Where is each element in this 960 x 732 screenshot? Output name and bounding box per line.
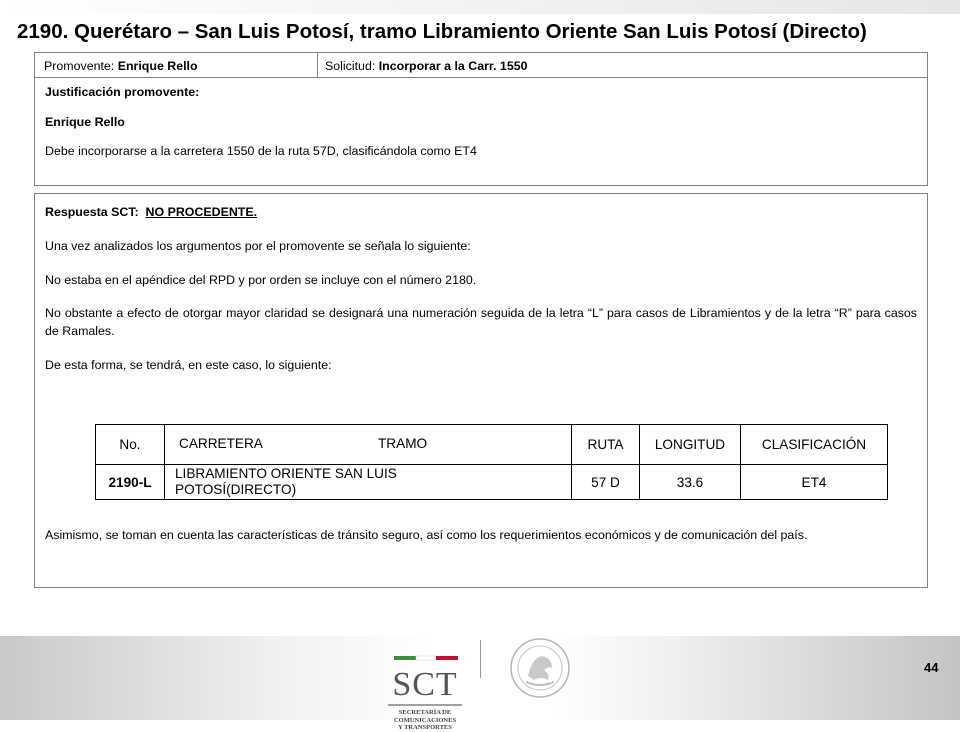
sct-logo-word: SCT (392, 666, 458, 703)
sct-logo-line2: COMUNICACIONES (393, 716, 457, 724)
road-table (95, 424, 888, 500)
cell-tramo-line1: LIBRAMIENTO ORIENTE SAN LUIS (175, 466, 397, 481)
solicitud-cell (318, 53, 927, 77)
sct-logo (380, 650, 470, 732)
header-carretera: CARRETERA (179, 436, 263, 451)
header-clasificacion: CLASIFICACIÓN (741, 425, 888, 465)
sct-logo-rule (388, 704, 462, 706)
sct-logo-line3: Y TRANSPORTES (398, 724, 452, 731)
justificacion-name: Enrique Rello (45, 114, 125, 129)
cell-ruta: 57 D (572, 465, 640, 500)
header-ruta: RUTA (572, 425, 640, 465)
response-label: Respuesta SCT: (45, 205, 139, 219)
promovente-value: Enrique Rello (117, 59, 198, 73)
justificacion-section (35, 78, 927, 158)
cell-clasificacion: ET4 (741, 465, 888, 500)
justificacion-label: Justificación promovente: (45, 85, 200, 99)
promovente-label: Promovente: (44, 59, 115, 73)
solicitud-label: Solicitud: (325, 59, 376, 73)
response-paragraph-4: De esta forma, se tendrá, en este caso, lo siguiente: (45, 357, 332, 372)
page-number: 44 (924, 660, 939, 675)
sct-logo-line1: SECRETARÍA DE (398, 709, 452, 716)
response-box (34, 193, 928, 588)
header-tramo: TRAMO (378, 436, 428, 451)
cell-no: 2190-L (96, 465, 165, 500)
request-header-row (35, 53, 927, 78)
footer-divider (480, 640, 481, 678)
table-header-row (96, 425, 888, 465)
promovente-cell (35, 53, 318, 77)
cell-tramo (165, 465, 572, 500)
response-paragraph-2: No estaba en el apéndice del RPD y por orden se incluye con el número 2180. (45, 272, 477, 287)
header-no: No. (96, 425, 165, 465)
sct-color-bars (380, 653, 470, 663)
top-band (0, 0, 960, 14)
cell-longitud: 33.6 (640, 465, 741, 500)
solicitud-value: Incorporar a la Carr. 1550 (378, 59, 528, 73)
header-carretera-tramo (165, 425, 572, 465)
justificacion-text: Debe incorporarse a la carretera 1550 de la ruta 57D, clasificándola como ET4 (45, 144, 477, 158)
cell-tramo-line2: POTOSÍ(DIRECTO) (175, 482, 297, 497)
header-longitud: LONGITUD (640, 425, 741, 465)
response-paragraph-3: No obstante a efecto de otorgar mayor claridad se designará una numeración seguida de la letra “L” para casos de Libramientos y de la letra “R” para casos de Ramales. (45, 306, 917, 338)
response-verdict: NO PROCEDENTE. (145, 205, 258, 219)
national-seal-icon (508, 636, 572, 700)
table-row (96, 465, 888, 500)
response-paragraph-5: Asimismo, se toman en cuenta las características de tránsito seguro, así como los requerimientos económicos y de comunicación del país. (45, 528, 808, 542)
response-paragraph-1: Una vez analizados los argumentos por el promovente se señala lo siguiente: (45, 239, 471, 253)
page-title: 2190. Querétaro – San Luis Potosí, tramo Libramiento Oriente San Luis Potosí (Directo) (17, 20, 867, 43)
request-box (34, 52, 928, 186)
